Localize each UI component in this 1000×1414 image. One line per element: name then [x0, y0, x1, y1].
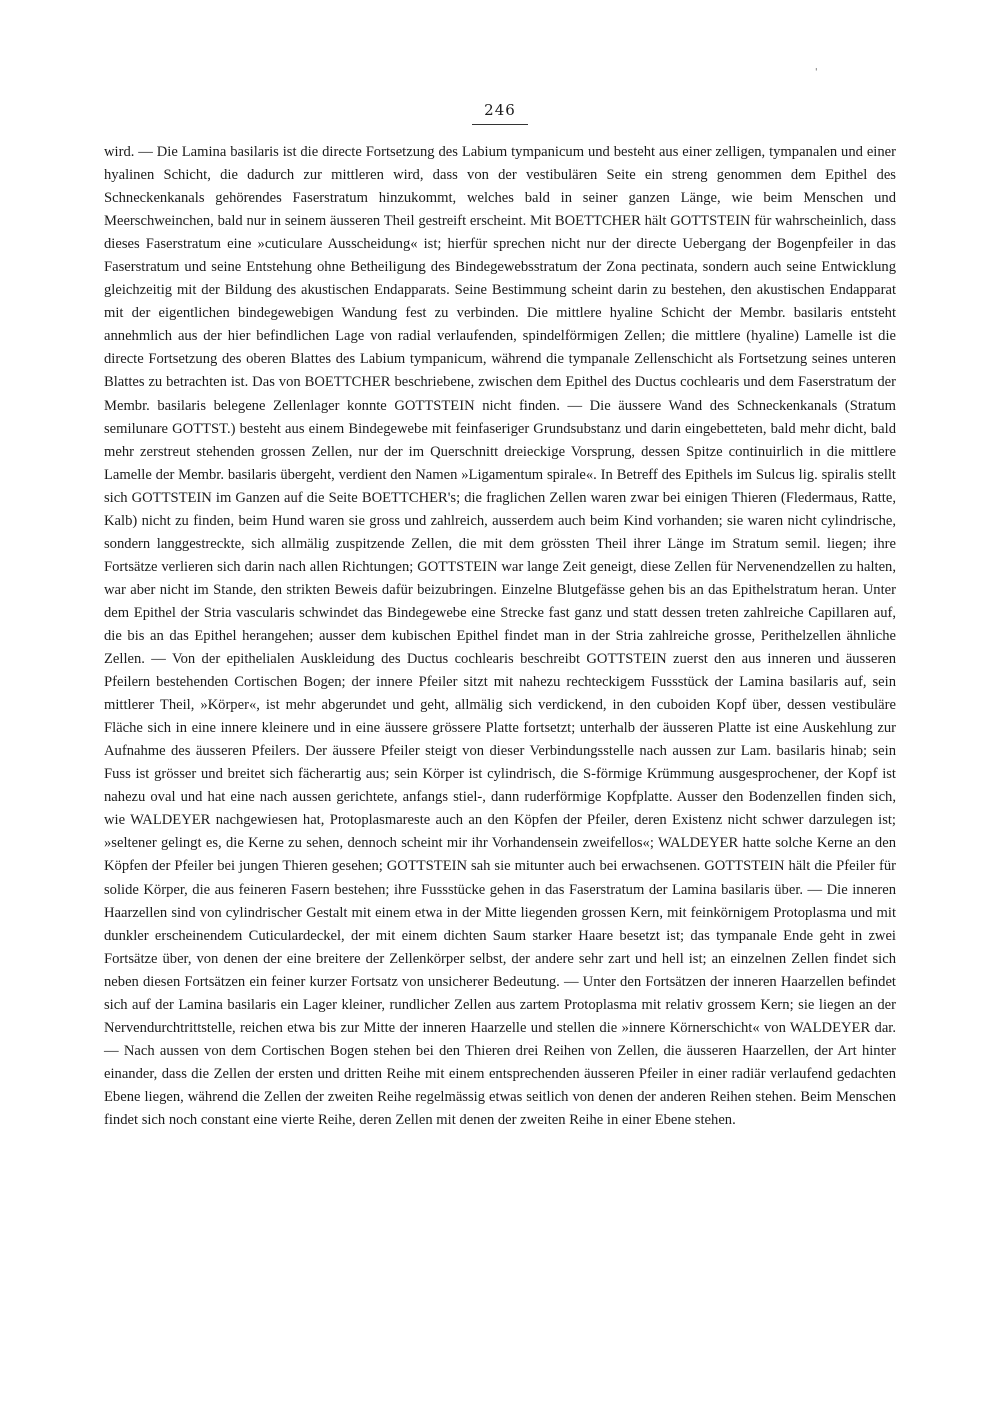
stray-mark: ' [815, 68, 818, 78]
page-number-rule [472, 124, 528, 125]
body-text-block [104, 141, 896, 1132]
body-paragraph: wird. — Die Lamina basilaris ist die directe Fortsetzung des Labium tympanicum und besteht aus einer zelligen, tympanalen und einer hyalinen Schicht, die dadurch zur mittleren wird, dass von der vestibulären Seite ein streng genommen dem Epithel des Schneckenkanals gehörendes Faserstratum hinzukommt, welches bald in seiner ganzen Länge, wie beim Menschen und Meerschweinchen, bald nur in seinem äusseren Theil gestreift erscheint. Mit BOETTCHER hält GOTTSTEIN für wahrscheinlich, dass dieses Faserstratum eine »cuticulare Ausscheidung« ist; hierfür sprechen nicht nur der directe Uebergang der Bogenpfeiler in das Faserstratum und seine Entstehung ohne Betheiligung des Bindegewebsstratum der Zona pectinata, sondern auch seine Entwicklung gleichzeitig mit der Bildung des akustischen Endapparats. Seine Bestimmung scheint darin zu bestehen, den akustischen Endapparat mit der eigentlichen bindegewebigen Wandung fest zu verbinden. Die mittlere hyaline Schicht der Membr. basilaris entsteht annehmlich aus der hier befindlichen Lage von radial verlaufenden, spindelförmigen Zellen; die mittlere (hyaline) Lamelle ist die directe Fortsetzung des oberen Blattes des Labium tympanicum, während die tympanale Zellenschicht als Fortsetzung seines unteren Blattes zu betrachten ist. Das von BOETTCHER beschriebene, zwischen dem Epithel des Ductus cochlearis und dem Faserstratum der Membr. basilaris belegene Zellenlager konnte GOTTSTEIN nicht finden. — Die äussere Wand des Schneckenkanals (Stratum semilunare GOTTST.) besteht aus einem Bindegewebe mit feinfaseriger Grundsubstanz und darin eingebetteten, bald mehr dicht, bald mehr zerstreut stehenden grossen Zellen, nur der im Querschnitt dreieckige Vorsprung, dessen Spitze continuirlich in die mittlere Lamelle der Membr. basilaris übergeht, verdient den Namen »Ligamentum spirale«. In Betreff des Epithels im Sulcus lig. spiralis stellt sich GOTTSTEIN im Ganzen auf die Seite BOETTCHER's; die fraglichen Zellen waren zwar bei einigen Thieren (Fledermaus, Ratte, Kalb) nicht zu finden, beim Hund waren sie gross und zahlreich, ausserdem auch beim Kind vorhanden; sie waren nicht cylindrische, sondern langgestreckte, sich allmälig zuspitzende Zellen, die mit dem grössten Theil ihrer Länge im Stratum semil. liegen; ihre Fortsätze verlieren sich darin nach allen Richtungen; GOTTSTEIN war lange Zeit geneigt, diese Zellen für Nervenendzellen zu halten, war aber nicht im Stande, den strikten Beweis dafür beizubringen. Einzelne Blutgefässe gehen bis an das Epithelstratum heran. Unter dem Epithel der Stria vascularis schwindet das Bindegewebe eine Strecke fast ganz und statt dessen treten zahlreiche Capillaren auf, die bis an das Epithel herangehen; ausser dem kubischen Epithel findet man in der Stria zahlreiche grosse, Perithelzellen ähnliche Zellen. — Von der epithelialen Auskleidung des Ductus cochlearis beschreibt GOTTSTEIN zuerst den aus inneren und äusseren Pfeilern bestehenden Cortischen Bogen; der innere Pfeiler sitzt mit nahezu rechteckigem Fussstück der Lamina basilaris auf, sein mittlerer Theil, »Körper«, ist mehr abgerundet und geht, allmälig sich verdickend, in den cuboiden Kopf über, dessen vestibuläre Fläche sich in eine innere kleinere und in eine äussere grössere Platte fortsetzt; unterhalb der äusseren Platte ist eine Auskehlung zur Aufnahme des äusseren Pfeilers. Der äussere Pfeiler steigt von dieser Verbindungsstelle nach aussen zur Lam. basilaris hinab; sein Fuss ist grösser und breitet sich fächerartig aus; sein Körper ist cylindrisch, die S-förmige Krümmung ausgesprochener, der Kopf ist nahezu oval und hat eine nach aussen gerichtete, anfangs stiel-, dann ruderförmige Kopfplatte. Ausser den Bodenzellen finden sich, wie WALDEYER nachgewiesen hat, Protoplasmareste auch an den Köpfen der Pfeiler, deren Existenz nicht schwer darzulegen ist; »seltener gelingt es, die Kerne zu sehen, dennoch scheint mir ihr Vorhandensein zweifellos«; WALDEYER hatte solche Kerne an den Köpfen der Pfeiler bei jungen Thieren gesehen; GOTTSTEIN sah sie mitunter auch bei erwachsenen. GOTTSTEIN hält die Pfeiler für solide Körper, die aus feineren Fasern bestehen; ihre Fussstücke gehen in das Faserstratum der Lamina basilaris über. — Die inneren Haarzellen sind von cylindrischer Gestalt mit einem etwa in der Mitte liegenden grossen Kern, mit feinkörnigem Protoplasma und mit dunkler erscheinendem Cuticulardeckel, der mit einem dichten Saum starker Haare besetzt ist; das tympanale Ende geht in zwei Fortsätze über, von denen der eine breitere der Zellenkörper selbst, der andere sehr zart und hell ist; an einzelnen Zellen findet sich neben diesen Fortsätzen ein feiner kurzer Fortsatz von unsicherer Bedeutung. — Unter den Fortsätzen der inneren Haarzellen befindet sich auf der Lamina basilaris ein Lager kleiner, rundlicher Zellen aus zartem Protoplasma mit relativ grossem Kern; sie liegen an der Nervendurchtrittstelle, reichen etwa bis zur Mitte der inneren Haarzelle und stellen die »innere Körnerschicht« von WALDEYER dar. — Nach aussen von dem Cortischen Bogen stehen bei den Thieren drei Reihen von Zellen, die äusseren Haarzellen, der Art hinter einander, dass die Zellen der ersten und dritten Reihe mit einem entsprechenden äusseren Pfeiler in einer radiär verlaufend gedachten Ebene liegen, während die Zellen der zweiten Reihe regelmässig etwas seitlich von denen der anderen Reihen stehen. Beim Menschen findet sich noch constant eine vierte Reihe, deren Zellen mit denen der zweiten Reihe in einer Ebene stehen. [104, 144, 896, 1128]
page-number: 246 [484, 101, 516, 119]
